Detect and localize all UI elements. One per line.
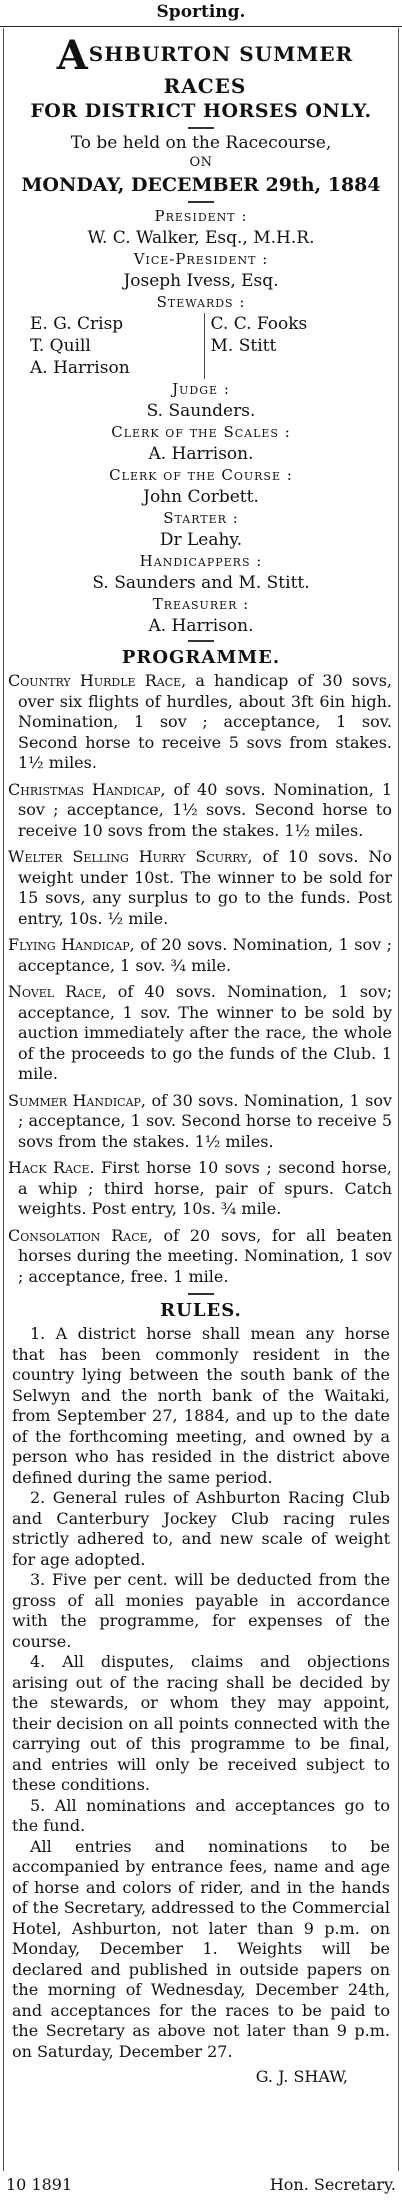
vice-president-name: Joseph Ivess, Esq. [123, 271, 279, 291]
rules-list [4, 1324, 398, 2062]
race-details: of 10 sovs. No weight under 10st. The winner to be sold for 15 sovs, any surplus to go to the funds. Post entry, 10s. ½ mile. [18, 847, 392, 928]
rules-heading: RULES. [160, 1300, 242, 1321]
handicappers-label: Handicappers : [139, 552, 263, 570]
date-line: MONDAY, DECEMBER 29th, 1884 [21, 174, 381, 196]
divider [188, 1293, 214, 1295]
rule-item: All entries and nominations to be accompanied by entrance fees, name and age of horse and colors of rider, and in the hands of the Secretary, addressed to the Commercial Hotel, Ashburton, not later than 9 p.m. on Monday, December 1. Weights will be declared and published in outside papers on the morning of Wednesday, December 24th, and acceptances for the races to be paid to the Secretary as above not later than 9 p.m. on Saturday, December 27. [12, 1836, 391, 2061]
stewards-right-column [204, 313, 385, 379]
steward-name: T. Quill [30, 336, 91, 356]
section-header: Sporting. [0, 0, 402, 27]
steward-name: C. C. Fooks [210, 314, 308, 334]
race-entry [8, 1158, 393, 1220]
race-name: Flying Handicap, [8, 935, 135, 954]
steward-name: A. Harrison [30, 358, 130, 378]
handicappers-names: S. Saunders and M. Stitt. [92, 573, 310, 593]
advertisement-frame [3, 28, 399, 2171]
steward-name: M. Stitt [210, 336, 277, 356]
programme-list [4, 671, 398, 1287]
race-name: Consolation Race, [8, 1225, 153, 1245]
treasurer-name: A. Harrison. [148, 616, 254, 636]
starter-label: Starter : [163, 509, 239, 527]
title-drop-initial: A [56, 32, 89, 79]
divider [188, 640, 214, 642]
title-rest: SHBURTON SUMMER RACES [88, 42, 354, 98]
ad-title [4, 32, 398, 98]
programme-heading: PROGRAMME. [121, 647, 281, 668]
divider [188, 127, 214, 129]
race-name: Summer Handicap, [8, 1090, 147, 1110]
race-details: of 30 sovs. Nomination, 1 sov ; acceptance, 1 sov. Second horse to receive 5 sovs from the stakes. 1½ miles. [18, 1090, 392, 1151]
signature-title: Hon. Secretary. [269, 2175, 396, 2194]
race-details: of 40 sovs. Nomination, 1 sov ; acceptance, 1½ sovs. Second horse to receive 10 sovs from the stakes. 1½ miles. [18, 779, 392, 840]
steward-name: E. G. Crisp [30, 314, 124, 334]
starter-name: Dr Leahy. [159, 530, 243, 550]
race-entry [8, 671, 392, 774]
race-name: Novel Race, [8, 982, 107, 1001]
signature-name: G. J. SHAW, [255, 2067, 348, 2086]
race-entry [8, 982, 392, 1085]
race-entry [8, 1090, 392, 1153]
footer-code: 10 1891 [6, 2175, 73, 2194]
race-entry [8, 1225, 392, 1288]
race-details: a handicap of 30 sovs, over six flights of hurdles, about 3ft 6in high. Nomination, 1 sov ; acceptance, 1 sov. Second horse to receive 5 sovs from stakes. 1½ miles. [18, 671, 392, 772]
race-entry [8, 847, 392, 929]
clerk-scales-label: Clerk of the Scales : [111, 423, 291, 441]
rule-item: 5. All nominations and acceptances go to the fund. [12, 1795, 390, 1835]
rule-item: 4. All disputes, claims and objections arising out of the racing shall be decided by the stewards, or whom they may appoint, their decision on all points connected with the carrying out of this programme to be final, and entries will only be received subject to these conditions. [12, 1652, 390, 1794]
held-on-line: To be held on the Racecourse, [70, 133, 332, 153]
president-name: W. C. Walker, Esq., M.H.R. [87, 228, 315, 248]
rule-item: 3. Five per cent. will be deducted from the gross of all monies payable in accordance with the programme, for expenses of the course. [12, 1570, 390, 1651]
judge-label: Judge : [172, 380, 230, 398]
clerk-scales-name: A. Harrison. [148, 444, 254, 464]
race-name: Christmas Handicap, [8, 779, 166, 799]
race-details: First horse 10 sovs ; second horse, a whip ; third horse, pair of spurs. Catch weights. Post entry, 10s. ¾ mile. [18, 1158, 393, 1218]
race-entry [8, 779, 392, 842]
judge-name: S. Saunders. [146, 401, 256, 421]
treasurer-label: Treasurer : [152, 595, 250, 613]
stewards-left-column [30, 313, 204, 379]
vice-president-label: Vice-President : [133, 250, 269, 268]
president-label: President : [154, 207, 248, 225]
race-details: of 20 sovs. Nomination, 1 sov ; acceptance, 1 sov. ¾ mile. [18, 935, 393, 975]
race-details: of 20 sovs, for all beaten horses during the meeting. Nomination, 1 sov ; acceptance, free. 1 mile. [18, 1225, 392, 1286]
race-name: Welter Selling Hurry Scurry, [8, 847, 253, 866]
rule-item: 2. General rules of Ashburton Racing Club and Canterbury Jockey Club racing rules strictly adhered to, and new scale of weight for age adopted. [12, 1488, 390, 1569]
ad-subtitle: FOR DISTRICT HORSES ONLY. [30, 100, 372, 122]
divider [188, 201, 214, 203]
clerk-course-name: John Corbett. [143, 487, 259, 507]
race-entry [8, 935, 393, 976]
footer [6, 2175, 396, 2195]
race-name: Country Hurdle Race, [8, 671, 187, 690]
race-name: Hack Race. [8, 1158, 95, 1177]
clerk-course-label: Clerk of the Course : [109, 466, 293, 484]
on-line: ON [189, 155, 213, 170]
rule-item: 1. A district horse shall mean any horse that has been commonly resident in the country lying between the south bank of the Selwyn and the north bank of the Waitaki, from September 27, 1884, and up to the date of the forthcoming meeting, and owned by a person who has resided in the district above defined during the same period. [12, 1324, 390, 1487]
stewards-list [30, 313, 384, 379]
race-details: of 40 sovs. Nomination, 1 sov; acceptance, 1 sov. The winner to be sold by auction immediately after the race, the whole of the proceeds to go the funds of the Club. 1 mile. [18, 982, 392, 1083]
stewards-label: Stewards : [156, 293, 246, 311]
